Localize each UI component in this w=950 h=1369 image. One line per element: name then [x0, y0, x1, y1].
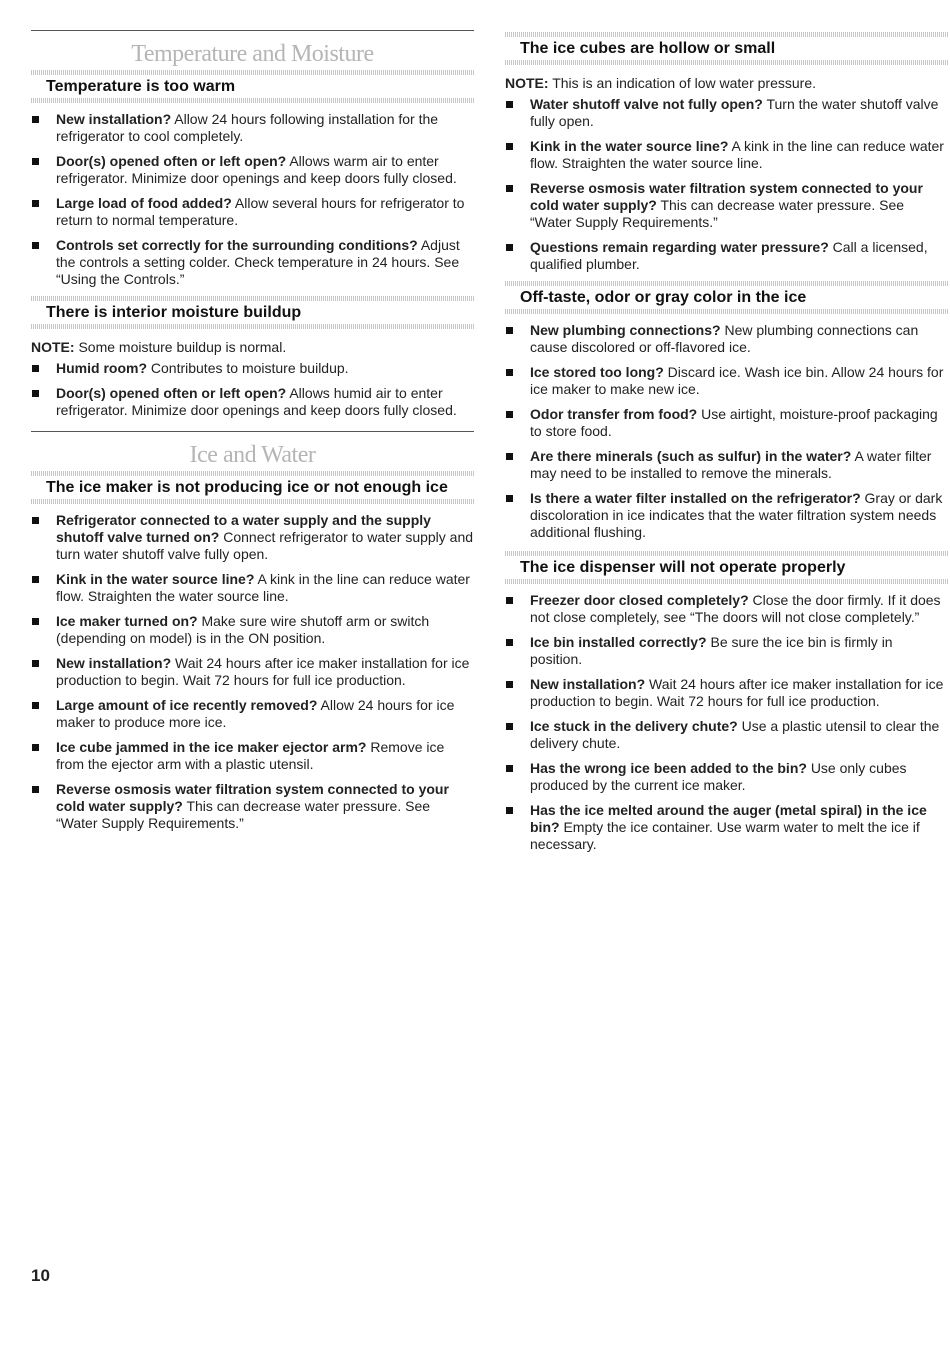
- item-answer: A kink in the line can reduce water flow. Straighten the water source line.: [530, 138, 944, 171]
- item-question: Kink in the water source line?: [56, 571, 255, 587]
- list-item: [31, 697, 474, 731]
- item-answer: Close the door firmly. If it does not close completely, see “The doors will not close completely.”: [530, 592, 941, 625]
- item-answer: Connect refrigerator to water supply and turn water shutoff valve fully open.: [56, 529, 474, 562]
- item-answer: Wait 24 hours after ice maker installation for ice production to begin. Wait 72 hours for full ice production.: [56, 655, 470, 688]
- list-item: [505, 96, 948, 130]
- list-item: [31, 613, 474, 647]
- item-question: Controls set correctly for the surrounding conditions?: [56, 237, 418, 253]
- list-item: [505, 676, 948, 710]
- list-dispenser: [505, 592, 948, 853]
- square-bullet-icon: [506, 185, 513, 192]
- item-question: New installation?: [56, 111, 172, 127]
- section-title-ice-water: Ice and Water: [189, 442, 316, 468]
- heading-temperature-warm: Temperature is too warm: [46, 78, 236, 95]
- section-title-temperature: Temperature and Moisture: [131, 41, 374, 67]
- item-answer: Contributes to moisture buildup.: [150, 360, 349, 376]
- item-answer: New plumbing connections can cause discolored or off-flavored ice.: [530, 322, 919, 355]
- item-question: Ice cube jammed in the ice maker ejector arm?: [56, 739, 367, 755]
- list-hollow: [505, 96, 948, 273]
- heading-ice-maker: The ice maker is not producing ice or not enough ice: [46, 479, 448, 496]
- item-question: New installation?: [530, 676, 646, 692]
- note-text: Some moisture buildup is normal.: [78, 339, 287, 355]
- list-item: [31, 360, 474, 377]
- square-bullet-icon: [32, 660, 39, 667]
- list-ice-maker: [31, 512, 474, 832]
- list-item: [505, 718, 948, 752]
- list-item: [505, 760, 948, 794]
- item-answer: Allows humid air to enter refrigerator. Minimize door openings and keep doors fully closed.: [56, 385, 457, 418]
- square-bullet-icon: [506, 244, 513, 251]
- item-question: Humid room?: [56, 360, 147, 376]
- item-question: Is there a water filter installed on the refrigerator?: [530, 490, 861, 506]
- item-answer: Call a licensed, qualified plumber.: [530, 239, 928, 272]
- item-answer: This can decrease water pressure. See “Water Supply Requirements.”: [56, 798, 431, 831]
- list-item: [505, 180, 948, 231]
- square-bullet-icon: [32, 702, 39, 709]
- list-item: [31, 655, 474, 689]
- square-bullet-icon: [32, 744, 39, 751]
- heading-off-taste: Off-taste, odor or gray color in the ice: [520, 289, 807, 306]
- hatch-divider: [31, 324, 474, 329]
- list-item: [505, 364, 948, 398]
- item-question: Ice stored too long?: [530, 364, 664, 380]
- item-answer: Use airtight, moisture-proof packaging to store food.: [530, 406, 938, 439]
- note-pressure: [505, 75, 948, 92]
- item-answer: Gray or dark discoloration in ice indicates that the water filtration system needs additional flushing.: [530, 490, 943, 540]
- square-bullet-icon: [32, 365, 39, 372]
- item-question: Has the wrong ice been added to the bin?: [530, 760, 807, 776]
- list-item: [505, 239, 948, 273]
- square-bullet-icon: [32, 517, 39, 524]
- list-item: [31, 739, 474, 773]
- right-column: [505, 30, 948, 861]
- item-question: Kink in the water source line?: [530, 138, 729, 154]
- list-item: [31, 237, 474, 288]
- list-item: [505, 634, 948, 668]
- square-bullet-icon: [32, 576, 39, 583]
- heading-hollow: The ice cubes are hollow or small: [520, 40, 776, 57]
- item-answer: A water filter may need to be installed to remove the minerals.: [530, 448, 932, 481]
- hatch-divider: [31, 499, 474, 504]
- item-question: Reverse osmosis water filtration system connected to your cold water supply?: [56, 781, 449, 814]
- item-question: Door(s) opened often or left open?: [56, 385, 287, 401]
- square-bullet-icon: [32, 200, 39, 207]
- item-answer: Be sure the ice bin is firmly in position.: [530, 634, 893, 667]
- square-bullet-icon: [506, 327, 513, 334]
- item-question: Door(s) opened often or left open?: [56, 153, 287, 169]
- item-answer: Empty the ice container. Use warm water to melt the ice if necessary.: [530, 819, 920, 852]
- item-question: Are there minerals (such as sulfur) in the water?: [530, 448, 852, 464]
- list-item: [31, 512, 474, 563]
- list-item: [31, 385, 474, 419]
- item-answer: This can decrease water pressure. See “Water Supply Requirements.”: [530, 197, 905, 230]
- item-question: New plumbing connections?: [530, 322, 721, 338]
- square-bullet-icon: [506, 681, 513, 688]
- item-question: Large amount of ice recently removed?: [56, 697, 318, 713]
- item-question: Ice bin installed correctly?: [530, 634, 707, 650]
- list-item: [505, 490, 948, 541]
- list-off-taste: [505, 322, 948, 541]
- note-moisture: [31, 339, 474, 356]
- item-question: Reverse osmosis water filtration system connected to your cold water supply?: [530, 180, 923, 213]
- square-bullet-icon: [506, 453, 513, 460]
- square-bullet-icon: [32, 116, 39, 123]
- square-bullet-icon: [506, 411, 513, 418]
- square-bullet-icon: [506, 639, 513, 646]
- square-bullet-icon: [32, 618, 39, 625]
- item-question: Refrigerator connected to a water supply and the supply shutoff valve turned on?: [56, 512, 431, 545]
- note-text: This is an indication of low water pressure.: [552, 75, 816, 91]
- list-item: [31, 153, 474, 187]
- list-temperature-warm: [31, 111, 474, 288]
- square-bullet-icon: [506, 765, 513, 772]
- item-question: New installation?: [56, 655, 172, 671]
- item-answer: Allows warm air to enter refrigerator. Minimize door openings and keep doors fully closed.: [56, 153, 457, 186]
- hatch-divider: [505, 309, 948, 314]
- note-label: NOTE:: [505, 75, 549, 91]
- item-answer: Allow 24 hours for ice maker to produce more ice.: [56, 697, 455, 730]
- list-item: [31, 195, 474, 229]
- heading-moisture: There is interior moisture buildup: [46, 304, 302, 321]
- hatch-divider: [505, 60, 948, 65]
- list-item: [31, 571, 474, 605]
- list-item: [505, 406, 948, 440]
- item-question: Water shutoff valve not fully open?: [530, 96, 763, 112]
- square-bullet-icon: [506, 369, 513, 376]
- left-column: [31, 30, 474, 840]
- item-answer: Use only cubes produced by the current ice maker.: [530, 760, 907, 793]
- square-bullet-icon: [506, 807, 513, 814]
- square-bullet-icon: [32, 158, 39, 165]
- item-answer: Allow 24 hours following installation for the refrigerator to cool completely.: [56, 111, 439, 144]
- list-item: [505, 138, 948, 172]
- list-item: [31, 111, 474, 145]
- square-bullet-icon: [32, 786, 39, 793]
- item-answer: Turn the water shutoff valve fully open.: [530, 96, 939, 129]
- square-bullet-icon: [32, 390, 39, 397]
- square-bullet-icon: [506, 101, 513, 108]
- page-number: 10: [31, 1266, 50, 1285]
- square-bullet-icon: [506, 143, 513, 150]
- square-bullet-icon: [506, 597, 513, 604]
- item-answer: Use a plastic utensil to clear the delivery chute.: [530, 718, 940, 751]
- list-item: [505, 802, 948, 853]
- hatch-divider: [31, 98, 474, 103]
- item-answer: Allow several hours for refrigerator to return to normal temperature.: [56, 195, 465, 228]
- item-answer: A kink in the line can reduce water flow. Straighten the water source line.: [56, 571, 470, 604]
- item-question: Ice stuck in the delivery chute?: [530, 718, 738, 734]
- list-moisture: [31, 360, 474, 419]
- item-answer: Remove ice from the ejector arm with a plastic utensil.: [56, 739, 445, 772]
- hatch-divider: [505, 579, 948, 584]
- item-question: Ice maker turned on?: [56, 613, 198, 629]
- item-answer: Discard ice. Wash ice bin. Allow 24 hours for ice maker to make new ice.: [530, 364, 944, 397]
- heading-dispenser: The ice dispenser will not operate properly: [520, 559, 846, 576]
- square-bullet-icon: [32, 242, 39, 249]
- list-item: [31, 781, 474, 832]
- item-answer: Make sure wire shutoff arm or switch (depending on model) is in the ON position.: [56, 613, 430, 646]
- item-question: Freezer door closed completely?: [530, 592, 749, 608]
- square-bullet-icon: [506, 495, 513, 502]
- item-answer: Wait 24 hours after ice maker installation for ice production to begin. Wait 72 hours for full ice production.: [530, 676, 944, 709]
- square-bullet-icon: [506, 723, 513, 730]
- item-question: Odor transfer from food?: [530, 406, 698, 422]
- list-item: [505, 592, 948, 626]
- item-question: Questions remain regarding water pressure?: [530, 239, 829, 255]
- item-answer: Adjust the controls a setting colder. Check temperature in 24 hours. See “Using the Controls.”: [56, 237, 460, 287]
- list-item: [505, 448, 948, 482]
- note-label: NOTE:: [31, 339, 75, 355]
- list-item: [505, 322, 948, 356]
- item-question: Large load of food added?: [56, 195, 232, 211]
- item-question: Has the ice melted around the auger (metal spiral) in the ice bin?: [530, 802, 927, 835]
